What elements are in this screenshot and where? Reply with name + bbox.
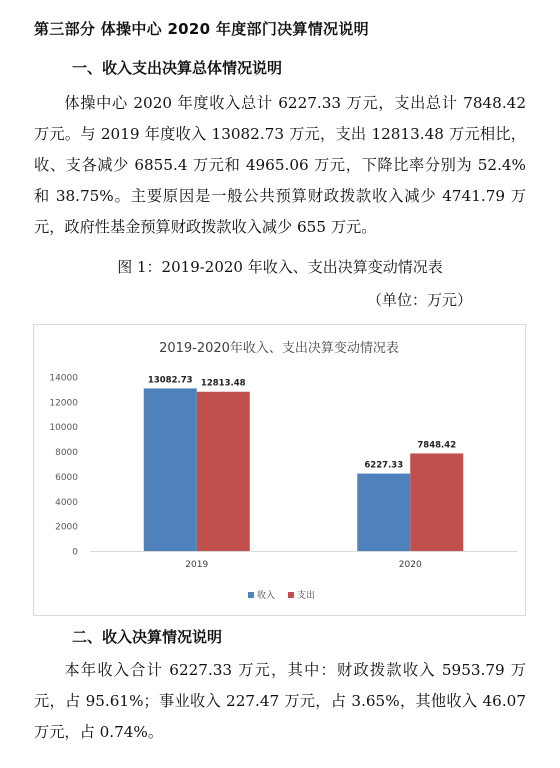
- y-tick-label: 4000: [55, 497, 78, 508]
- section-title: 第三部分 体操中心 2020 年度部门决算情况说明: [34, 20, 369, 38]
- data-label: 12813.48: [200, 378, 246, 389]
- bar-收入-2020: [357, 474, 410, 551]
- legend-label: 收入: [257, 591, 276, 601]
- y-tick-label: 6000: [55, 472, 78, 483]
- chart-title: 2019-2020年收入、支出决算变动情况表: [159, 341, 399, 356]
- data-label: 7848.42: [417, 440, 457, 451]
- y-tick-label: 12000: [49, 398, 78, 409]
- legend-label: 支出: [297, 591, 316, 601]
- paragraph-income: 本年收入合计 6227.33 万元，其中：财政拨款收入 5953.79 万元，占 95.61%；事业收入 227.47 万元，占 3.65%，其他收入 46.07 万元，占 0.74%。: [34, 661, 526, 741]
- unit-label: （单位：万元）: [366, 291, 472, 309]
- heading-overall: 一、收入支出决算总体情况说明: [72, 59, 283, 77]
- data-label: 6227.33: [364, 460, 404, 471]
- chart-svg: [34, 325, 525, 615]
- paragraph-overall: 体操中心 2020 年度收入总计 6227.33 万元，支出总计 7848.42 万元。与 2019 年度收入 13082.73 万元，支出 12813.48 万元相比，收、支各减少 6855.4 万元和 4965.06 万元，下降比率分别为 52.4% 和 38.75%。主要原因是一般公共预算财政拨款收入减少 4741.79 万元，政府性基金预算财政拨款收入减少 655 万元。: [34, 94, 526, 236]
- y-tick-label: 14000: [49, 373, 78, 384]
- bar-支出-2019: [197, 392, 250, 551]
- legend-swatch-支出: [288, 592, 294, 598]
- heading-income: 二、收入决算情况说明: [72, 628, 223, 646]
- x-tick-label: 2019: [185, 560, 209, 570]
- figure-caption: 图 1：2019-2020 年收入、支出决算变动情况表: [117, 258, 443, 276]
- y-tick-label: 8000: [55, 448, 78, 459]
- y-tick-label: 10000: [49, 423, 78, 434]
- income-expense-chart: [33, 324, 526, 616]
- data-label: 13082.73: [147, 375, 193, 386]
- y-tick-label: 0: [72, 547, 78, 558]
- legend-swatch-收入: [248, 592, 254, 598]
- bar-支出-2020: [410, 453, 463, 551]
- x-tick-label: 2020: [398, 560, 422, 570]
- bar-收入-2019: [144, 388, 197, 551]
- y-tick-label: 2000: [55, 522, 78, 533]
